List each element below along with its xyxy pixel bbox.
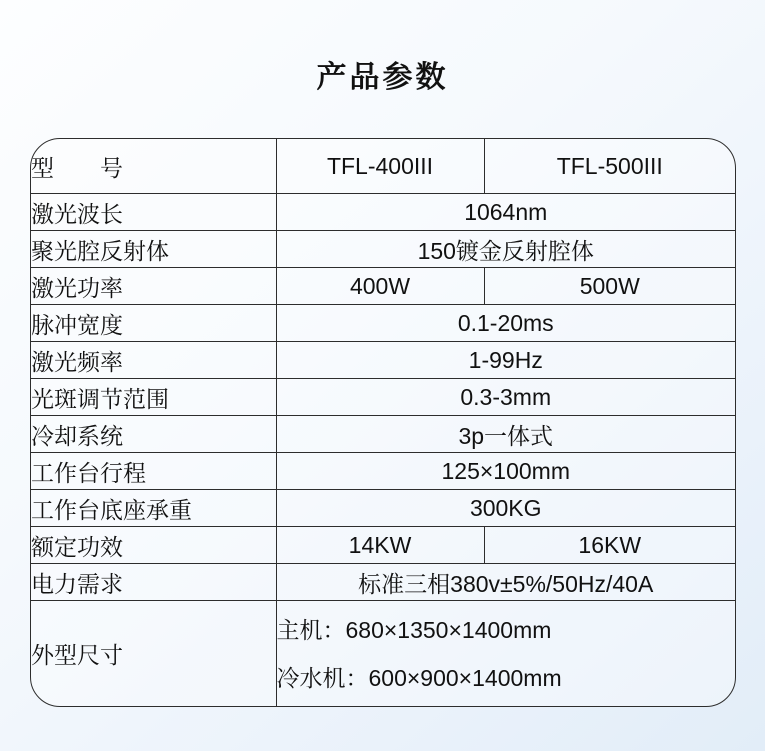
spec-value: 3p一体式 — [276, 416, 735, 453]
spec-value-model2: 500W — [484, 268, 735, 305]
spec-label: 冷却系统 — [31, 416, 276, 453]
table-row-reflector — [31, 231, 735, 268]
table-row-frequency — [31, 342, 735, 379]
spec-label: 光斑调节范围 — [31, 379, 276, 416]
spec-value: 150镀金反射腔体 — [276, 231, 735, 268]
model-name-1: TFL-400III — [276, 139, 484, 194]
spec-value: 125×100mm — [276, 453, 735, 490]
table-row-model — [31, 139, 735, 194]
spec-label: 激光波长 — [31, 194, 276, 231]
spec-label: 激光功率 — [31, 268, 276, 305]
spec-value: 0.1-20ms — [276, 305, 735, 342]
table-row-power-requirement — [31, 564, 735, 601]
spec-label: 聚光腔反射体 — [31, 231, 276, 268]
table-row-dimensions — [31, 601, 735, 707]
spec-value: 1064nm — [276, 194, 735, 231]
spec-label-model: 型 号 — [31, 154, 123, 181]
spec-value-dimensions — [276, 601, 735, 707]
spec-label: 外型尺寸 — [31, 601, 276, 707]
model-name-2: TFL-500III — [484, 139, 735, 194]
table-row-wavelength — [31, 194, 735, 231]
spec-label: 电力需求 — [31, 564, 276, 601]
spec-value: 1-99Hz — [276, 342, 735, 379]
spec-value: 0.3-3mm — [276, 379, 735, 416]
table-row-worktable-load — [31, 490, 735, 527]
spec-table — [30, 138, 736, 707]
spec-label: 激光频率 — [31, 342, 276, 379]
spec-table-grid — [31, 139, 735, 706]
spec-value: 300KG — [276, 490, 735, 527]
spec-value-model2: 16KW — [484, 527, 735, 564]
spec-label: 工作台行程 — [31, 453, 276, 490]
spec-label: 工作台底座承重 — [31, 490, 276, 527]
spec-value-model1: 14KW — [276, 527, 484, 564]
spec-label: 额定功效 — [31, 527, 276, 564]
page-title: 产品参数 — [316, 61, 449, 94]
table-row-cooling — [31, 416, 735, 453]
table-row-rated-power — [31, 527, 735, 564]
spec-value: 标准三相380v±5%/50Hz/40A — [276, 564, 735, 601]
dimension-chiller: 冷水机：600×900×1400mm — [276, 664, 562, 691]
table-row-pulse-width — [31, 305, 735, 342]
table-row-worktable-travel — [31, 453, 735, 490]
spec-value-model1: 400W — [276, 268, 484, 305]
table-row-laser-power — [31, 268, 735, 305]
dimension-host: 主机：680×1350×1400mm — [276, 616, 552, 643]
spec-label: 脉冲宽度 — [31, 305, 276, 342]
table-row-spot-range — [31, 379, 735, 416]
